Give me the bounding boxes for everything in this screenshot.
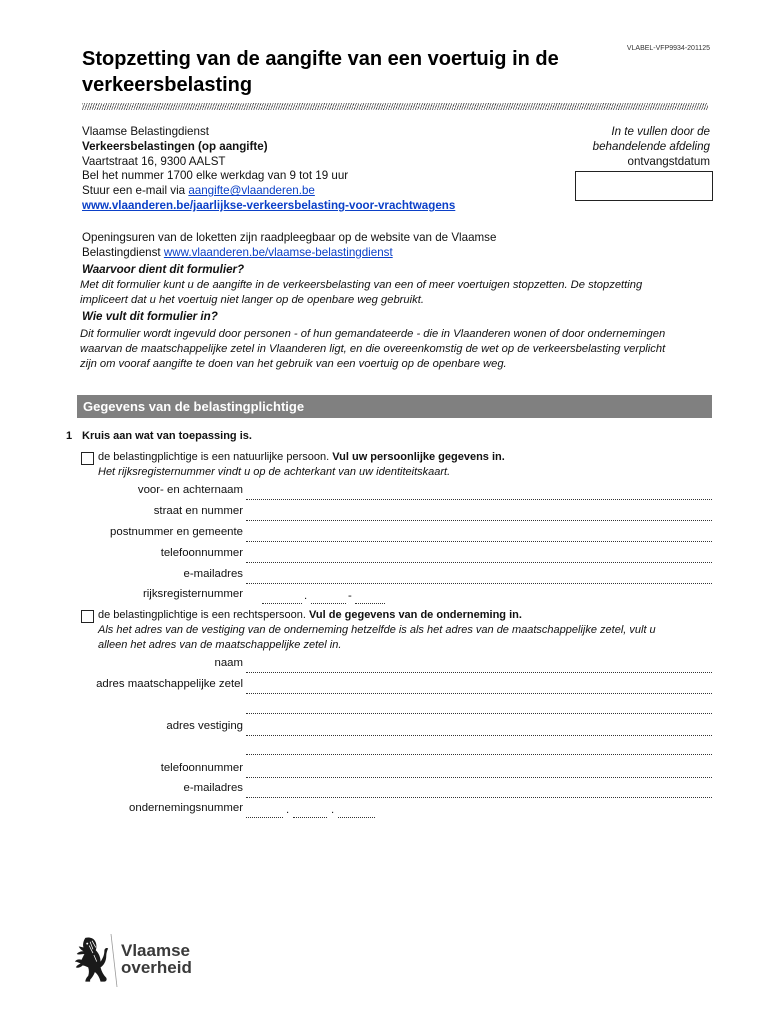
legal-person-instruction: Vul de gegevens van de onderneming in. bbox=[308, 608, 522, 621]
company-phone-label: telefoonnummer bbox=[160, 762, 243, 774]
email-prefix: Stuur een e-mail via bbox=[82, 184, 186, 198]
form-row-full-name bbox=[60, 481, 712, 500]
legal-person-note-line-2: alleen het adres van de maatschappelijke zetel in. bbox=[98, 638, 342, 651]
form-row-registered-office-2 bbox=[60, 695, 712, 714]
form-row-company-email bbox=[60, 779, 712, 798]
sender-website-line bbox=[82, 199, 455, 214]
company-name-label: naam bbox=[214, 657, 243, 669]
legal-person-checkbox[interactable] bbox=[81, 610, 94, 623]
office-use-line-1: In te vullen door de bbox=[611, 125, 710, 138]
postcode-city-label: postnummer en gemeente bbox=[110, 526, 243, 538]
full-name-label: voor- en achternaam bbox=[137, 484, 243, 496]
registered-office-field-line-1[interactable] bbox=[246, 675, 712, 694]
office-use-block bbox=[593, 125, 710, 169]
audience-line-1: Dit formulier wordt ingevuld door personen - of hun gemandateerde - die in Vlaanderen wonen of door ondernemingen bbox=[80, 327, 666, 340]
sender-phone-line: Bel het nummer 1700 elke werkdag van 9 tot 19 uur bbox=[82, 169, 349, 183]
email-label: e-mailadres bbox=[183, 568, 243, 580]
form-row-street bbox=[60, 502, 712, 521]
natural-person-note: Het rijksregisternummer vindt u op de achterkant van uw identiteitskaart. bbox=[98, 465, 451, 478]
natural-person-label: de belastingplichtige is een natuurlijke persoon. bbox=[98, 450, 330, 463]
company-number-separator-1: . bbox=[286, 804, 290, 816]
company-email-field[interactable] bbox=[246, 779, 712, 798]
page-title-line-1: Stopzetting van de aangifte van een voertuig in de bbox=[82, 48, 559, 70]
website-link[interactable]: www.vlaanderen.be/jaarlijkse-verkeersbelasting-voor-vrachtwagens bbox=[82, 198, 456, 212]
purpose-line-2: impliceert dat u het voertuig niet langer op de openbare weg gebruikt. bbox=[80, 293, 424, 306]
street-field[interactable] bbox=[246, 502, 712, 521]
sender-contact-block bbox=[82, 125, 455, 214]
opening-hours-text: Belastingdienst bbox=[82, 245, 161, 259]
audience-line-3: zijn om vooraf aangifte te doen van het gebruik van een voertuig op de openbare weg. bbox=[80, 357, 507, 370]
national-number-part-3[interactable] bbox=[355, 585, 385, 604]
page-title-line-2: verkeersbelasting bbox=[82, 74, 253, 96]
audience-heading: Wie vult dit formulier in? bbox=[82, 309, 218, 323]
opening-hours-line-1: Openingsuren van de loketten zijn raadpleegbaar op de website van de Vlaamse bbox=[82, 230, 497, 244]
sender-organisation: Vlaamse Belastingdienst bbox=[82, 125, 209, 138]
document-code: VLABEL-VFP9934-201125 bbox=[626, 45, 710, 52]
receipt-date-field[interactable] bbox=[575, 171, 713, 201]
company-number-label: ondernemingsnummer bbox=[129, 802, 243, 814]
company-phone-field[interactable] bbox=[246, 759, 712, 778]
national-number-part-2[interactable] bbox=[311, 585, 346, 604]
flemish-lion-icon bbox=[70, 932, 122, 990]
form-row-establishment bbox=[60, 717, 712, 736]
form-row-establishment-2 bbox=[60, 736, 712, 755]
establishment-field-line-1[interactable] bbox=[246, 717, 712, 736]
natural-person-checkbox[interactable] bbox=[81, 452, 94, 465]
sender-address: Vaartstraat 16, 9300 AALST bbox=[82, 154, 226, 168]
company-number-part-2[interactable] bbox=[293, 799, 327, 818]
form-row-registered-office bbox=[60, 675, 712, 694]
question-number: 1 bbox=[66, 429, 73, 442]
section-title-bar: Gegevens van de belastingplichtige bbox=[77, 395, 712, 418]
establishment-label: adres vestiging bbox=[166, 720, 243, 732]
receipt-date-label: ontvangstdatum bbox=[627, 154, 710, 168]
full-name-field[interactable] bbox=[246, 481, 712, 500]
purpose-line-1: Met dit formulier kunt u de aangifte in de verkeersbelasting van een of meer voertuigen stopzetten. De stopzetting bbox=[80, 278, 643, 291]
legal-person-label: de belastingplichtige is een rechtspersoon. bbox=[98, 608, 306, 621]
company-name-field[interactable] bbox=[246, 654, 712, 673]
question-text: Kruis aan wat van toepassing is. bbox=[82, 429, 252, 442]
registered-office-field-line-2[interactable] bbox=[246, 695, 712, 714]
company-number-part-3[interactable] bbox=[338, 799, 375, 818]
email-link[interactable]: aangifte@vlaanderen.be bbox=[188, 184, 315, 198]
natural-person-option-text bbox=[98, 450, 505, 465]
phone-label: telefoonnummer bbox=[160, 547, 243, 559]
company-number-part-1[interactable] bbox=[246, 799, 283, 818]
form-row-email bbox=[60, 565, 712, 584]
email-field[interactable] bbox=[246, 565, 712, 584]
form-row-phone bbox=[60, 544, 712, 563]
sender-department: Verkeersbelastingen (op aangifte) bbox=[82, 139, 268, 153]
purpose-heading: Waarvoor dient dit formulier? bbox=[82, 262, 245, 276]
legal-person-option-text bbox=[98, 608, 522, 623]
form-row-national-number bbox=[60, 585, 712, 604]
form-row-company-phone bbox=[60, 759, 712, 778]
registered-office-label: adres maatschappelijke zetel bbox=[96, 678, 243, 690]
form-row-company-number bbox=[60, 799, 712, 818]
logo-text-line-2: overheid bbox=[121, 958, 192, 977]
national-number-separator-2: - bbox=[348, 590, 352, 602]
national-number-part-1[interactable] bbox=[262, 585, 302, 604]
audience-line-2: waarvan de maatschappelijke zetel in Vlaanderen ligt, en die overeenkomstig de wet op de verkeersbelasting verplicht bbox=[80, 342, 666, 355]
form-row-company-name bbox=[60, 654, 712, 673]
company-email-label: e-mailadres bbox=[183, 782, 243, 794]
street-label: straat en nummer bbox=[153, 505, 243, 517]
slash-divider bbox=[82, 103, 708, 110]
national-number-separator-1: . bbox=[304, 590, 308, 602]
tax-service-link[interactable]: www.vlaanderen.be/vlaamse-belastingdienst bbox=[163, 245, 393, 259]
legal-person-note-line-1: Als het adres van de vestiging van de onderneming hetzelfde is als het adres van de maatschappelijke zetel, vult u bbox=[98, 623, 656, 636]
sender-email-line bbox=[82, 184, 455, 199]
national-number-label: rijksregisternummer bbox=[142, 588, 243, 600]
establishment-field-line-2[interactable] bbox=[246, 736, 712, 755]
logo-text-line-1: Vlaamse bbox=[121, 941, 190, 960]
postcode-city-field[interactable] bbox=[246, 523, 712, 542]
company-number-separator-2: . bbox=[331, 804, 335, 816]
phone-field[interactable] bbox=[246, 544, 712, 563]
form-row-postcode-city bbox=[60, 523, 712, 542]
natural-person-instruction: Vul uw persoonlijke gegevens in. bbox=[332, 450, 505, 463]
opening-hours-line-2 bbox=[82, 245, 393, 260]
office-use-line-2: behandelende afdeling bbox=[592, 139, 710, 153]
